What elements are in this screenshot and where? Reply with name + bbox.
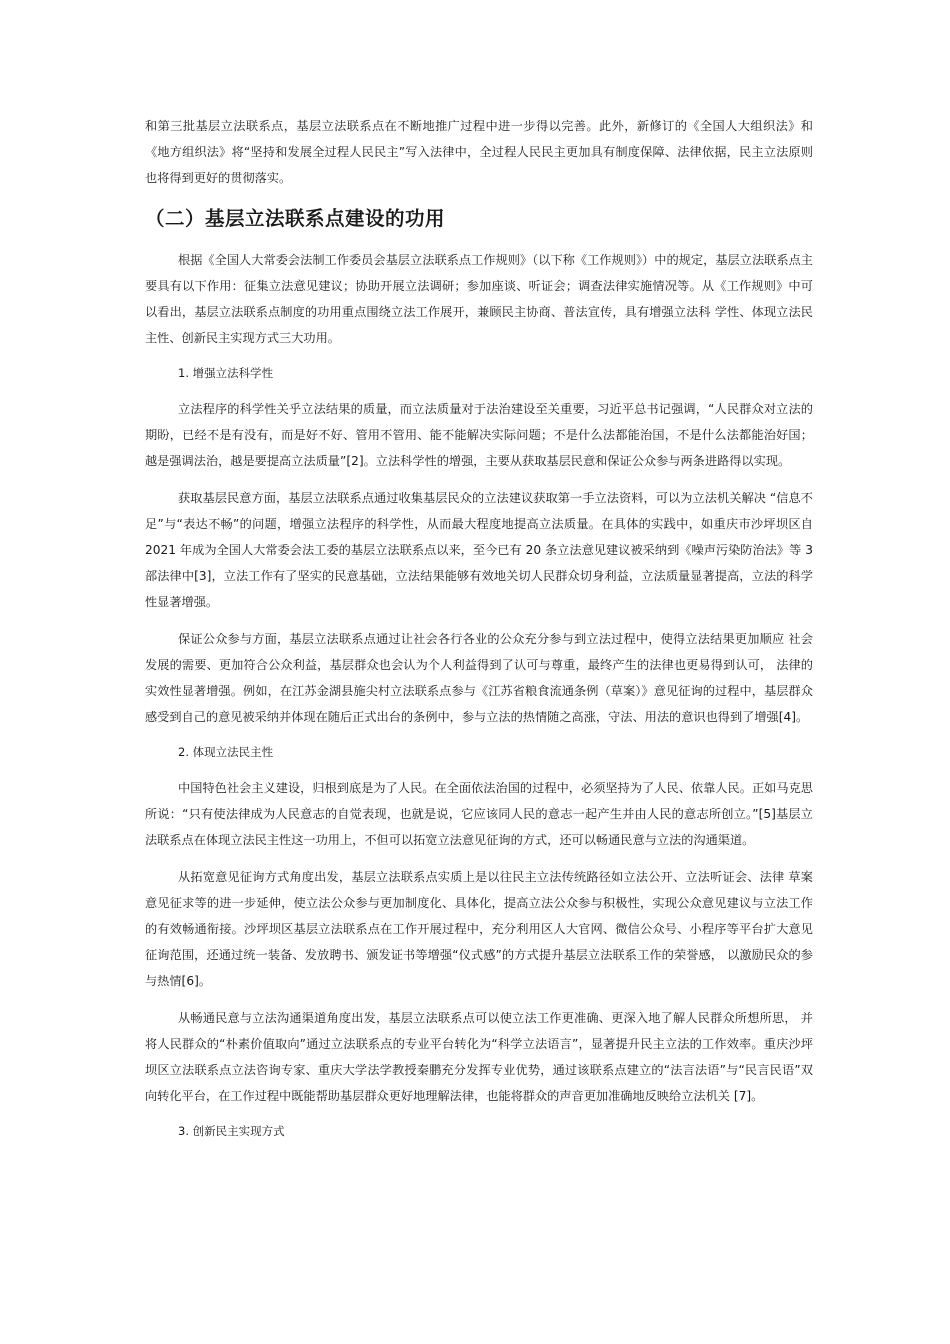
paragraph-democratic-1: 中国特色社会主义建设，归根到底是为了人民。在全面依法治国的过程中，必须坚持为了人民、依靠人民。正如马克思所说：“只有使法律成为人民意志的自觉表现，也就是说，它应该同人民的意志一起产生并由人民的意志所创立。”[5]基层立法联系点在体现立法民主性这一功用上，不但可以拓宽立法意见征询的方式，还可以畅通民意与立法的沟通渠道。 bbox=[145, 781, 813, 847]
section-heading-functions: （二）基层立法联系点建设的功用 bbox=[145, 207, 446, 230]
paragraph-democratic-3: 从畅通民意与立法沟通渠道角度出发，基层立法联系点可以使立法工作更准确、更深入地了解人民群众所想所思， 并将人民群众的“朴素价值取向”通过立法联系点的专业平台转化为“科学立法语言”，显著提升民主立法的工作效率。重庆沙坪坝区立法联系点立法咨询专家、重庆大学法学教授秦鹏充分发挥专业优势，通过该联系点建立的“法言法语”与“民言民语”双向转化平台，在工作过程中既能帮助基层群众更好地理解法律，也能将群众的声音更加准确地反映给立法机关 [7]。 bbox=[145, 1011, 813, 1103]
paragraph-scientific-2: 获取基层民意方面，基层立法联系点通过收集基层民众的立法建议获取第一手立法资料，可以为立法机关解决 “信息不足”与“表达不畅”的问题，增强立法程序的科学性，从而最大程度地提高立法质量。在具体的实践中，如重庆市沙坪坝区自 2021 年成为全国人大常委会法工委的基层立法联系点以来，至今已有 20 条立法意见建议被采纳到《噪声污染防治法》等 3 部法律中[3]，立法工作有了坚实的民意基础，立法结果能够有效地关切人民群众切身利益，立法质量显著提高，立法的科学性显著增强。 bbox=[145, 491, 813, 609]
paragraph-scientific-1: 立法程序的科学性关乎立法结果的质量，而立法质量对于法治建设至关重要，习近平总书记强调，“人民群众对立法的期盼，已经不是有没有，而是好不好、管用不管用、能不能解决实际问题；不是什么法都能治国，不是什么法都能治好国；越是强调法治，越是要提高立法质量”[2]。立法科学性的增强，主要从获取基层民意和保证公众参与两条进路得以实现。 bbox=[145, 402, 813, 468]
paragraph-continued: 和第三批基层立法联系点，基层立法联系点在不断地推广过程中进一步得以完善。此外，新修订的《全国人大组织法》和《地方组织法》将“坚持和发展全过程人民民主”写入法律中，全过程人民民主更加具有制度保障、法律依据，民主立法原则也将得到更好的贯彻落实。 bbox=[145, 119, 813, 185]
section-intro-paragraph: 根据《全国人大常委会法制工作委员会基层立法联系点工作规则》（以下称《工作规则》）中的规定，基层立法联系点主要具有以下作用：征集立法意见建议；协助开展立法调研；参加座谈、听证会；调查法律实施情况等。从《工作规则》中可以看出，基层立法联系点制度的功用重点围绕立法工作展开，兼顾民主协商、普法宣传，具有增强立法科 学性、体现立法民主性、创新民主实现方式三大功用。 bbox=[145, 253, 813, 345]
subheading-democratic: 2. 体现立法民主性 bbox=[178, 745, 274, 759]
subheading-innovation: 3. 创新民主实现方式 bbox=[178, 1124, 285, 1138]
document-page bbox=[145, 113, 813, 1154]
paragraph-scientific-3: 保证公众参与方面，基层立法联系点通过让社会各行各业的公众充分参与到立法过程中，使得立法结果更加顺应 社会发展的需要、更加符合公众利益，基层群众也会认为个人利益得到了认可与尊重，最终产生的法律也更易得到认可， 法律的实效性显著增强。例如，在江苏金湖县施尖村立法联系点参与《江苏省粮食流通条例（草案）》意见征询的过程中，基层群众感受到自己的意见被采纳并体现在随后正式出台的条例中，参与立法的热情随之高涨，守法、用法的意识也得到了增强[4]。 bbox=[145, 632, 813, 724]
subheading-scientific: 1. 增强立法科学性 bbox=[178, 366, 274, 380]
paragraph-democratic-2: 从拓宽意见征询方式角度出发，基层立法联系点实质上是以往民主立法传统路径如立法公开、立法听证会、法律 草案意见征求等的进一步延伸，使立法公众参与更加制度化、具体化，提高立法公众参与积极性，实现公众意见建议与立法工作的有效畅通衔接。沙坪坝区基层立法联系点在工作开展过程中，充分利用区人大官网、微信公众号、小程序等平台扩大意见征询范围，还通过统一装备、发放聘书、颁发证书等增强“仪式感”的方式提升基层立法联系工作的荣誉感， 以激励民众的参与热情[6]。 bbox=[145, 870, 813, 988]
